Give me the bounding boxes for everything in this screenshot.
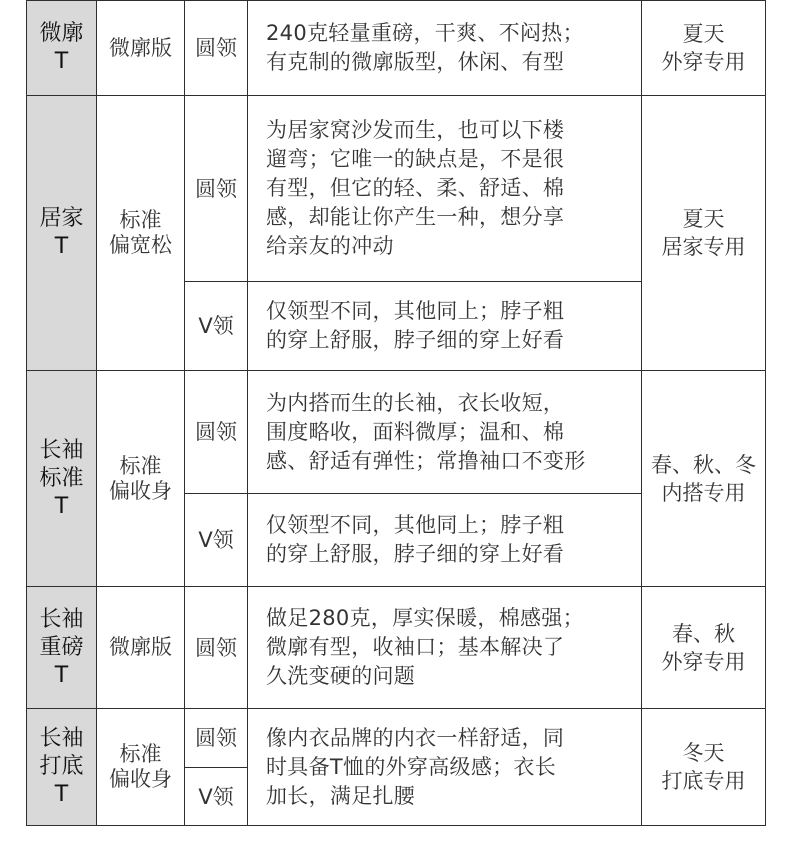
- description-line: 有型，但它的轻、柔、舒适、棉: [266, 176, 565, 200]
- description-cell: [248, 1, 642, 96]
- category-line: 标准: [39, 465, 84, 491]
- usage-cell: [642, 1, 766, 96]
- category-line: T: [54, 493, 69, 519]
- neckline-cell: V领: [185, 282, 248, 371]
- description-line: 仅领型不同，其他同上；脖子粗: [266, 299, 565, 323]
- fit-line: 标准: [119, 208, 162, 232]
- category-cell: [27, 96, 97, 371]
- description-line: 像内衣品牌的内衣一样舒适，同: [266, 725, 565, 750]
- description-line: 遛弯；它唯一的缺点是，不是很: [266, 147, 565, 171]
- table-row: [27, 709, 766, 768]
- description-line: 给亲友的冲动: [266, 234, 394, 258]
- category-line: 长袖: [39, 606, 84, 632]
- description-line: 为内搭而生的长袖，衣长收短，: [266, 390, 565, 415]
- neckline-cell: V领: [185, 494, 248, 587]
- category-line: 长袖: [39, 726, 84, 751]
- fit-line: 偏收身: [109, 767, 172, 791]
- description-line: 感、舒适有弹性；常撸袖口不变形: [266, 448, 586, 473]
- category-line: T: [54, 782, 69, 807]
- description-line: 围度略收，面料微厚；温和、棉: [266, 419, 565, 444]
- category-line: 居家: [39, 206, 84, 231]
- category-cell: [27, 371, 97, 587]
- description-cell: [248, 709, 642, 826]
- description-line: 的穿上舒服，脖子细的穿上好看: [266, 542, 565, 566]
- description-line: 加长，满足扎腰: [266, 783, 416, 808]
- fit-line: 偏宽松: [109, 233, 172, 257]
- description-line: 久洗变硬的问题: [266, 664, 416, 688]
- neckline-cell: 圆领: [185, 371, 248, 494]
- category-line: 重磅: [39, 634, 84, 660]
- description-cell: [248, 371, 642, 494]
- usage-line: 春、秋: [672, 621, 735, 646]
- category-line: T: [54, 662, 69, 688]
- tshirt-comparison-table: [26, 0, 766, 826]
- table-row: [27, 587, 766, 709]
- usage-line: 夏天: [682, 22, 725, 46]
- neckline-cell: 圆领: [185, 587, 248, 709]
- description-line: 感，却能让你产生一种，想分享: [266, 205, 565, 229]
- usage-cell: [642, 709, 766, 826]
- description-cell: [248, 96, 642, 282]
- category-cell: [27, 1, 97, 96]
- table-row: [27, 1, 766, 96]
- neckline-cell: 圆领: [185, 1, 248, 96]
- category-line: T: [54, 234, 69, 259]
- description-line: 的穿上舒服，脖子细的穿上好看: [266, 328, 565, 352]
- category-line: 长袖: [39, 437, 84, 463]
- category-cell: [27, 709, 97, 826]
- fit-cell: [97, 96, 185, 371]
- usage-line: 外穿专用: [661, 649, 746, 674]
- usage-line: 居家专用: [661, 235, 746, 259]
- fit-line: 微廓版: [109, 635, 172, 659]
- table-row: [27, 96, 766, 282]
- usage-line: 打底专用: [661, 769, 746, 793]
- description-line: 仅领型不同，其他同上；脖子粗: [266, 513, 565, 537]
- description-cell: [248, 494, 642, 587]
- category-line: T: [54, 49, 69, 74]
- description-line: 微廓有型，收袖口；基本解决了: [266, 635, 565, 659]
- usage-line: 春、秋、冬: [651, 452, 756, 477]
- neckline-cell: 圆领: [185, 709, 248, 768]
- usage-cell: [642, 371, 766, 587]
- usage-cell: [642, 96, 766, 371]
- neckline-cell: 圆领: [185, 96, 248, 282]
- fit-cell: [97, 1, 185, 96]
- usage-line: 冬天: [682, 741, 725, 765]
- fit-line: 标准: [119, 742, 162, 766]
- category-line: 打底: [39, 754, 84, 779]
- usage-cell: [642, 587, 766, 709]
- table-row: [27, 371, 766, 494]
- usage-line: 外穿专用: [661, 50, 746, 74]
- fit-line: 标准: [119, 453, 162, 478]
- fit-cell: [97, 371, 185, 587]
- neckline-cell: V领: [185, 768, 248, 826]
- fit-cell: [97, 587, 185, 709]
- description-line: 有克制的微廓版型，休闲、有型: [266, 50, 565, 74]
- description-cell: [248, 282, 642, 371]
- category-line: 微廓: [39, 21, 84, 46]
- usage-line: 夏天: [682, 207, 725, 231]
- description-line: 为居家窝沙发而生，也可以下楼: [266, 118, 565, 142]
- fit-line: 微廓版: [109, 35, 172, 60]
- fit-cell: [97, 709, 185, 826]
- description-cell: [248, 587, 642, 709]
- description-line: 时具备T恤的外穿高级感；衣长: [266, 754, 557, 779]
- category-cell: [27, 587, 97, 709]
- fit-line: 偏收身: [109, 478, 172, 503]
- usage-line: 内搭专用: [661, 480, 746, 505]
- description-line: 240克轻量重磅，干爽、不闷热；: [266, 21, 584, 45]
- description-line: 做足280克，厚实保暖，棉感强；: [266, 606, 584, 630]
